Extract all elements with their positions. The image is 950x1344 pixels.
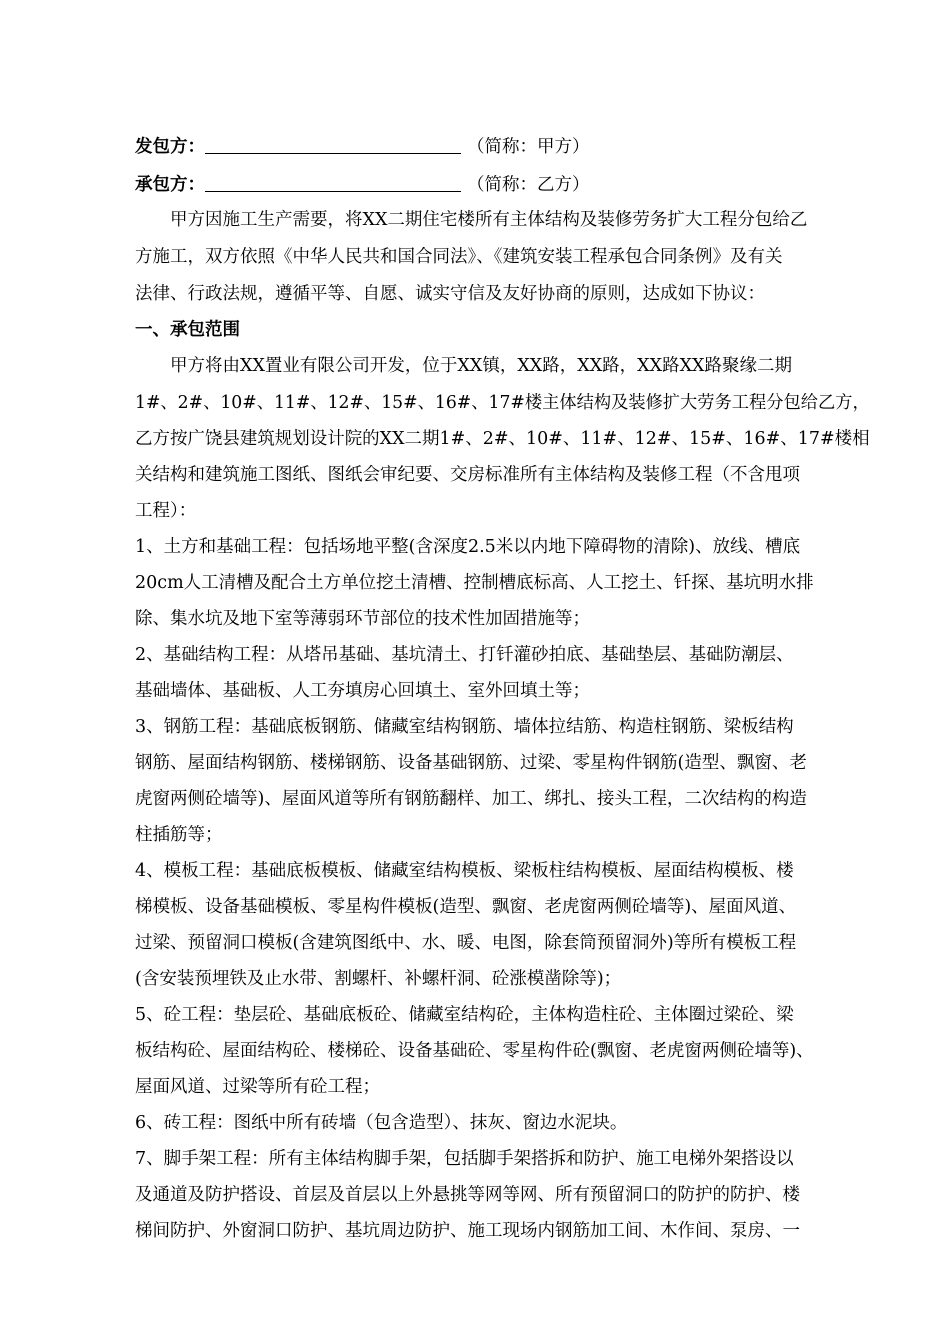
item-line: (含安装预埋铁及止水带、割螺杆、补螺杆洞、砼涨模凿除等)； [135,969,622,989]
contractor-name-blank[interactable] [205,173,461,192]
item-line: 20cm人工清槽及配合土方单位挖土清槽、控制槽底标高、人工挖土、钎探、基坑明水排 [135,573,814,593]
item-line: 1、土方和基础工程：包括场地平整(含深度2.5米以内地下障碍物的清除)、放线、槽底 [135,537,801,557]
intro-line: 法律、行政法规，遵循平等、自愿、诚实守信及友好协商的原则，达成如下协议： [135,284,765,304]
item-line: 钢筋、屋面结构钢筋、楼梯钢筋、设备基础钢筋、过梁、零星构件钢筋(造型、飘窗、老 [135,753,807,773]
contractor-label: 承包方： [135,175,205,195]
contractor-party-line [135,173,590,197]
client-alias: （简称：甲方） [467,137,590,157]
item-line: 屋面风道、过梁等所有砼工程； [135,1077,380,1097]
item-line: 柱插筋等； [135,825,223,845]
item-line: 基础墙体、基础板、人工夯填房心回填土、室外回填土等； [135,681,590,701]
intro-line: 甲方因施工生产需要，将XX二期住宅楼所有主体结构及装修劳务扩大工程分包给乙 [135,210,808,230]
scope-line: 工程）： [135,501,197,521]
client-party-line [135,135,590,159]
item-line: 梯模板、设备基础模板、零星构件模板(造型、飘窗、老虎窗两侧砼墙等)、屋面风道、 [135,897,797,917]
item-line: 6、砖工程：图纸中所有砖墙（包含造型）、抹灰、窗边水泥块。 [135,1113,628,1133]
item-line: 除、集水坑及地下室等薄弱环节部位的技术性加固措施等； [135,609,590,629]
item-line: 及通道及防护搭设、首层及首层以上外悬挑等网等网、所有预留洞口的防护的防护、楼 [135,1185,800,1205]
section-heading: 一、承包范围 [135,320,240,340]
scope-line: 1#、2#、10#、11#、12#、15#、16#、17#楼主体结构及装修扩大劳务工程分包给乙方， [135,393,870,413]
item-line: 虎窗两侧砼墙等)、屋面风道等所有钢筋翻样、加工、绑扎、接头工程，二次结构的构造 [135,789,807,809]
contractor-alias: （简称：乙方） [467,175,590,195]
item-line: 5、砼工程：垫层砼、基础底板砼、储藏室结构砼，主体构造柱砼、主体圈过梁砼、梁 [135,1005,794,1025]
item-line: 梯间防护、外窗洞口防护、基坑周边防护、施工现场内钢筋加工间、木作间、泵房、一 [135,1221,800,1241]
intro-line: 方施工，双方依照《中华人民共和国合同法》、《建筑安装工程承包合同条例》及有关 [135,247,783,267]
item-line: 3、钢筋工程：基础底板钢筋、储藏室结构钢筋、墙体拉结筋、构造柱钢筋、梁板结构 [135,717,794,737]
item-line: 板结构砼、屋面结构砼、楼梯砼、设备基础砼、零星构件砼(飘窗、老虎窗两侧砼墙等)、 [135,1041,814,1061]
item-line: 2、基础结构工程：从塔吊基础、基坑清土、打钎灌砂拍底、基础垫层、基础防潮层、 [135,645,794,665]
client-label: 发包方： [135,137,205,157]
scope-line: 乙方按广饶县建筑规划设计院的XX二期1#、2#、10#、11#、12#、15#、16#、17#楼相 [135,429,870,449]
scope-line: 关结构和建筑施工图纸、图纸会审纪要、交房标准所有主体结构及装修工程（不含甩项 [135,465,800,485]
item-line: 7、脚手架工程：所有主体结构脚手架，包括脚手架搭拆和防护、施工电梯外架搭设以 [135,1149,794,1169]
item-line: 过梁、预留洞口模板(含建筑图纸中、水、暖、电图，除套筒预留洞外)等所有模板工程 [135,933,797,953]
scope-line: 甲方将由XX置业有限公司开发，位于XX镇，XX路，XX路，XX路XX路聚缘二期 [135,356,792,376]
client-name-blank[interactable] [205,135,461,154]
item-line: 4、模板工程：基础底板模板、储藏室结构模板、梁板柱结构模板、屋面结构模板、楼 [135,861,794,881]
